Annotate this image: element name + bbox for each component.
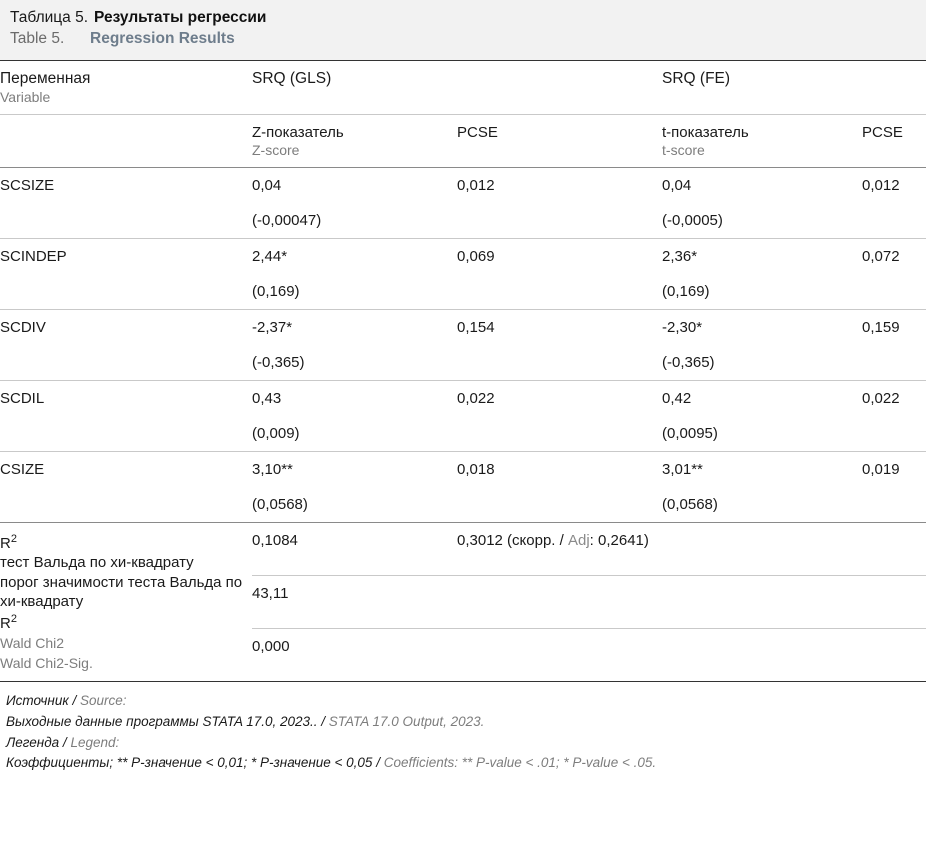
- table-row-coef: [0, 487, 926, 523]
- header-group-fe: [662, 60, 926, 114]
- header-group-gls-label: SRQ (GLS): [252, 69, 332, 87]
- summary-wald-spacer: [457, 575, 926, 628]
- footer-source-label-ru: Источник /: [6, 692, 80, 708]
- caption-line-ru: [10, 8, 916, 29]
- subheader-gls-pcse-label: PCSE: [457, 123, 498, 141]
- row-fe-coef: (0,169): [662, 282, 710, 300]
- row-fe-stat: 0,42: [662, 380, 862, 416]
- footer-source-text: [6, 712, 920, 733]
- row-variable: SCDIV: [0, 309, 252, 345]
- header-group-fe-label: SRQ (FE): [662, 69, 731, 87]
- footer-source-label-en: Source:: [79, 692, 127, 708]
- row-fe-pcse: 0,012: [862, 167, 926, 203]
- footer-source-text-ru: Выходные данные программы STATA 17.0, 2023.. /: [6, 713, 329, 729]
- footer-legend-text-ru: Коэффициенты; ** Р-значение < 0,01; * Р-значение < 0,05 /: [6, 755, 384, 771]
- summary-label-waldsig-ru: порог значимости теста Вальда по хи-квадрату: [0, 573, 243, 611]
- row-gls-stat: 3,10**: [252, 451, 457, 487]
- subheader-fe-stat: [662, 114, 862, 167]
- regression-table: [0, 60, 926, 681]
- row-gls-stat: 0,04: [252, 167, 457, 203]
- footer-legend-text-en: Coefficients: ** P-value < .01; * P-value < .05.: [383, 755, 657, 771]
- subheader-fe-stat-ru: t-показатель: [662, 123, 749, 141]
- row-variable: SCSIZE: [0, 167, 252, 203]
- table-footer: [0, 682, 926, 775]
- row-coef-spacer: [0, 274, 252, 310]
- row-variable: CSIZE: [0, 451, 252, 487]
- row-gls-coef: (0,0568): [252, 495, 308, 513]
- subheader-spacer: [0, 114, 252, 167]
- caption-title-ru: Результаты регрессии: [94, 9, 267, 26]
- row-gls-pcse: 0,069: [457, 238, 662, 274]
- footer-legend-label-ru: Легенда /: [6, 734, 71, 750]
- row-variable: SCINDEP: [0, 238, 252, 274]
- subheader-fe-stat-en: t-score: [662, 141, 705, 158]
- row-gls-coef: (-0,365): [252, 353, 305, 371]
- table-row: [0, 238, 926, 274]
- row-fe-coef: (-0,365): [662, 353, 715, 371]
- footer-legend-text: [6, 753, 920, 774]
- row-fe-coef: (0,0095): [662, 424, 718, 442]
- row-gls-coef: (0,009): [252, 424, 300, 442]
- footer-source-text-en: STATA 17.0 Output, 2023.: [328, 713, 485, 729]
- row-gls-stat: -2,37*: [252, 309, 457, 345]
- table-row-coef: [0, 203, 926, 239]
- row-variable: SCDIL: [0, 380, 252, 416]
- caption-title-en: Regression Results: [90, 29, 235, 47]
- row-fe-coef-spacer: [862, 487, 926, 523]
- summary-r2-fe: [457, 522, 926, 575]
- row-gls-stat: 0,43: [252, 380, 457, 416]
- row-fe-coef-spacer: [862, 416, 926, 452]
- footer-legend-label-en: Legend:: [70, 734, 120, 750]
- row-gls-coef-spacer: [457, 345, 662, 381]
- summary-wald-sig-spacer: [457, 628, 926, 680]
- row-fe-stat: -2,30*: [662, 309, 862, 345]
- row-coef-spacer: [0, 345, 252, 381]
- footer-legend-label: [6, 733, 920, 754]
- table-row: [0, 451, 926, 487]
- row-fe-coef-spacer: [862, 274, 926, 310]
- row-coef-spacer: [0, 416, 252, 452]
- header-variable: [0, 60, 252, 114]
- table-subheader-row: [0, 114, 926, 167]
- row-coef-spacer: [0, 203, 252, 239]
- row-gls-pcse: 0,154: [457, 309, 662, 345]
- summary-label-cell: [0, 522, 252, 680]
- caption-label-en: Table 5.: [10, 29, 65, 47]
- subheader-fe-pcse-label: PCSE: [862, 123, 903, 141]
- row-gls-coef: (0,169): [252, 282, 300, 300]
- row-gls-stat: 2,44*: [252, 238, 457, 274]
- summary-label-r2-ru: $R^2$: [0, 532, 17, 552]
- header-group-gls: [252, 60, 662, 114]
- table-row: [0, 309, 926, 345]
- row-fe-coef-spacer: [862, 345, 926, 381]
- row-fe-coef-spacer: [862, 203, 926, 239]
- subheader-gls-stat-ru: Z-показатель: [252, 123, 344, 141]
- table-row: [0, 167, 926, 203]
- table-header-row: [0, 60, 926, 114]
- footer-source-label: [6, 691, 920, 712]
- summary-r2-fe-ru: 0,3012 (скорр. /: [457, 531, 568, 549]
- row-gls-pcse: 0,012: [457, 167, 662, 203]
- table-row: [0, 380, 926, 416]
- table-row-coef: [0, 416, 926, 452]
- row-fe-pcse: 0,019: [862, 451, 926, 487]
- row-fe-pcse: 0,072: [862, 238, 926, 274]
- row-fe-coef: (-0,0005): [662, 211, 723, 229]
- row-fe-stat: 3,01**: [662, 451, 862, 487]
- row-fe-pcse: 0,022: [862, 380, 926, 416]
- table-row-coef: [0, 274, 926, 310]
- row-coef-spacer: [0, 487, 252, 523]
- row-fe-coef: (0,0568): [662, 495, 718, 513]
- subheader-gls-stat: [252, 114, 457, 167]
- summary-wald-value: 43,11: [252, 575, 457, 628]
- summary-r2-gls: 0,1084: [252, 522, 457, 575]
- row-gls-pcse: 0,022: [457, 380, 662, 416]
- summary-row-r2: [0, 522, 926, 575]
- row-fe-stat: 2,36*: [662, 238, 862, 274]
- summary-label-waldsig-en: Wald Chi2-Sig.: [0, 654, 93, 671]
- subheader-fe-pcse: [862, 114, 926, 167]
- summary-label-r2-en: $R^2$: [0, 612, 17, 632]
- summary-label-wald-en: Wald Chi2: [0, 635, 65, 652]
- table-caption: [0, 0, 926, 60]
- row-gls-coef: (-0,00047): [252, 211, 322, 229]
- summary-r2-fe-tail: : 0,2641): [589, 531, 649, 549]
- row-gls-coef-spacer: [457, 487, 662, 523]
- header-variable-en: Variable: [0, 88, 51, 105]
- table-row-coef: [0, 345, 926, 381]
- summary-label-wald-ru: тест Вальда по хи-квадрату: [0, 554, 194, 572]
- header-variable-ru: Переменная: [0, 69, 91, 87]
- summary-wald-sig-value: 0,000: [252, 628, 457, 680]
- subheader-gls-stat-en: Z-score: [252, 141, 300, 158]
- row-fe-stat: 0,04: [662, 167, 862, 203]
- row-gls-coef-spacer: [457, 203, 662, 239]
- row-gls-coef-spacer: [457, 274, 662, 310]
- row-gls-coef-spacer: [457, 416, 662, 452]
- subheader-gls-pcse: [457, 114, 662, 167]
- caption-line-en: [10, 29, 916, 50]
- summary-r2-fe-adj: Adj: [567, 531, 590, 549]
- row-fe-pcse: 0,159: [862, 309, 926, 345]
- row-gls-pcse: 0,018: [457, 451, 662, 487]
- caption-label-ru: Таблица 5.: [10, 9, 89, 26]
